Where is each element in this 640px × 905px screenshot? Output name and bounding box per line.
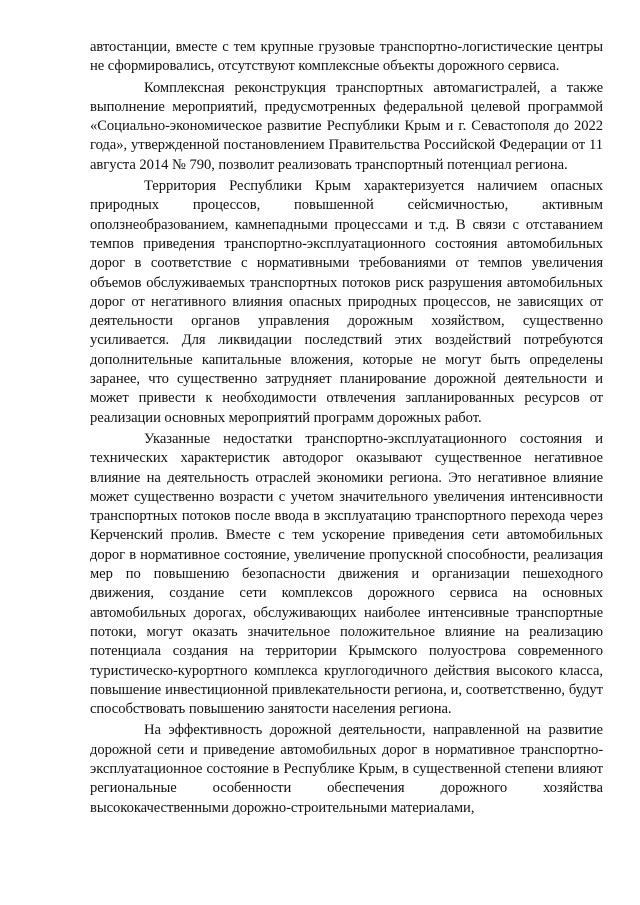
paragraph-2: Комплексная реконструкция транспортных автомагистралей, а также выполнение мероприятий, предусмотренных федеральной целевой программой «Социально-экономическое развитие Республики Крым и г. Севастополя до 2022 года», утвержденной постановлением Правительства Российской Федерации от 11 августа 2014 № 790, позволит реализовать транспортный потенциал региона.	[90, 79, 603, 173]
paragraph-1: автостанции, вместе с тем крупные грузовые транспортно-логистические центры не сформировались, отсутствуют комплексные объекты дорожного сервиса.	[90, 39, 603, 75]
paragraph-3: Территория Республики Крым характеризуется наличием опасных природных процессов, повышенной сейсмичностью, активным оползнеобразованием, камнепадными процессами и т.д. В связи с отставанием темпов приведения транспортно-эксплуатационного состояния автомобильных дорог в соответствие с нормативными требованиями от темпов увеличения объемов обслуживаемых транспортных потоков риск разрушения автомобильных дорог от негативного влияния опасных природных процессов, не зависящих от деятельности органов управления дорожным хозяйством, существенно усиливается. Для ликвидации последствий этих воздействий потребуются дополнительные капитальные вложения, которые не могут быть определены заранее, что существенно затрудняет планирование дорожной деятельности и может привести к необходимости отвлечения запланированных ресурсов от реализации основных мероприятий программ дорожных работ.	[90, 178, 603, 426]
paragraph-5: На эффективность дорожной деятельности, направленной на развитие дорожной сети и приведение автомобильных дорог в нормативное транспортно-эксплуатационное состояние в Республике Крым, в существенной степени влияют региональные особенности обеспечения дорожного хозяйства высококачественными дорожно-строительными материалами,	[90, 722, 603, 816]
document-body	[90, 38, 603, 818]
paragraph-4: Указанные недостатки транспортно-эксплуатационного состояния и технических характеристик автодорог оказывают существенное негативное влияние на деятельность отраслей экономики региона. Это негативное влияние может существенно возрасти с учетом значительного увеличения интенсивности транспортных потоков после ввода в эксплуатацию транспортного перехода через Керченский пролив. Вместе с тем ускорение приведения сети автомобильных дорог в нормативное состояние, увеличение пропускной способности, реализация мер по повышению безопасности движения и организации пешеходного движения, создание сети комплексов дорожного сервиса на основных автомобильных дорогах, обслуживающих наиболее интенсивные транспортные потоки, могут оказать значительное положительное влияние на реализацию потенциала создания на территории Крымского полуострова современного туристическо-курортного комплекса круглогодичного действия высокого класса, повышение инвестиционной привлекательности региона, и, соответственно, будут способствовать повышению занятости населения региона.	[90, 430, 603, 718]
